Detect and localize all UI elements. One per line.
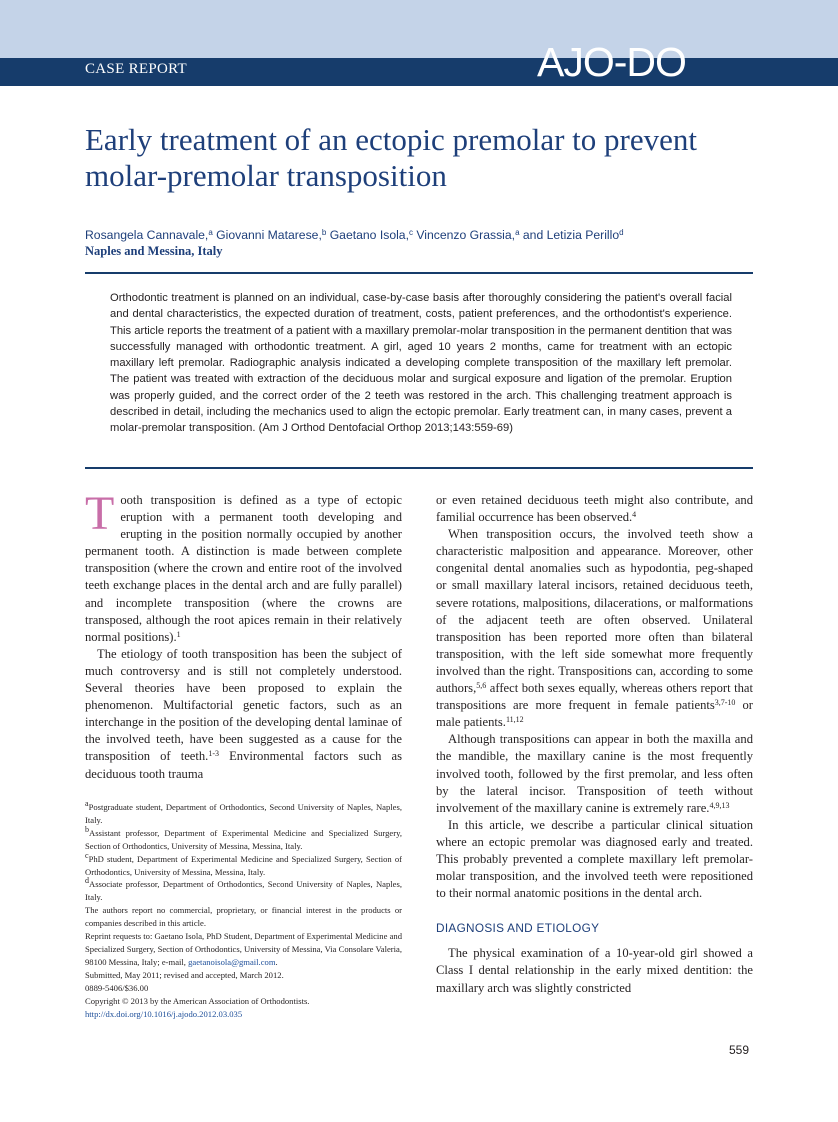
footnote-text: Associate professor, Department of Orthodontics, Second University of Naples, Naples, Italy.	[85, 879, 402, 903]
footnote	[85, 824, 402, 853]
header-divider	[85, 272, 753, 274]
issn: 0889-5406/$36.00	[85, 982, 149, 993]
footnote-mark: b	[85, 824, 89, 834]
author-affil-mark: d	[619, 228, 624, 237]
header-top-band	[0, 0, 838, 58]
author-name: Rosangela Cannavale,	[85, 228, 209, 242]
paragraph-text: affect both sexes equally, whereas others report that transpositions are more frequent in female patients	[436, 681, 753, 713]
email-link[interactable]: gaetanoisola@gmail.com	[188, 956, 276, 967]
paragraph	[85, 646, 402, 783]
reprint-text: .	[275, 956, 278, 967]
footnote	[85, 878, 402, 904]
footnotes	[85, 801, 402, 1020]
author-affil-mark: c	[408, 228, 413, 237]
paragraph-text: When transposition occurs, the involved teeth show a characteristic malposition and appearance. Moreover, other congenital dental anomalies such as hypodontia, peg-shaped or small maxillary lateral incisors, retained deciduous teeth, severe rotations, malpositions, dilacerations, or malformations of the adjacent teeth are often observed. Unilateral transposition has been reported more often than bilateral transposition, with the left side somewhat more frequently involved than the right. Transpositions can, according to some authors,	[436, 527, 753, 696]
reprint-text: Reprint requests to: Gaetano Isola, PhD Student, Department of Experimental Medicine and Specialized Surgery, Section of Orthodontics, University of Messina, Via Consolare Valeria, 98100 Messina, Italy; e-mail,	[85, 931, 402, 967]
paragraph	[436, 731, 753, 816]
reprint-requests	[85, 930, 402, 969]
author-list	[85, 227, 775, 243]
footnote	[85, 850, 402, 879]
paragraph: The physical examination of a 10-year-old girl showed a Class I dental relationship in the early mixed dentition: the maxillary arch was slightly constricted	[436, 946, 753, 995]
doi-link[interactable]: http://dx.doi.org/10.1016/j.ajodo.2012.03.035	[85, 1008, 243, 1019]
copyright: Copyright © 2013 by the American Association of Orthodontists.	[85, 995, 310, 1006]
section-heading: DIAGNOSIS AND ETIOLOGY	[436, 921, 600, 936]
citation-ref: 4	[632, 510, 637, 520]
author-affil-mark: a	[208, 228, 213, 237]
page-number: 559	[729, 1043, 750, 1057]
abstract: Orthodontic treatment is planned on an individual, case-by-case basis after thoroughly considering the patient's overall facial and dental characteristics, the expected duration of treatment, costs, patient preferences, and the orthodontist's experience. This article reports the treatment of a patient with a maxillary premolar-molar transposition in the permanent dentition that was successfully managed with orthodontic treatment. A girl, aged 10 years 2 months, came for treatment with an ectopic maxillary left premolar. Radiographic analysis indicated a developing complete transposition of the maxillary left premolar. The patient was treated with extraction of the deciduous molar and surgical exposure and ligation of the premolar. Eruption was properly guided, and the correct order of the 2 teeth was restored in the arch. This challenging treatment approach is described in detail, including the mechanics used to align the ectopic premolar. Early treatment can, in many cases, prevent a molar-premolar transposition. (Am J Orthod Dentofacial Orthop 2013;143:559-69)	[110, 292, 732, 435]
author-affil-mark: b	[321, 228, 327, 237]
submitted-date: Submitted, May 2011; revised and accepted, March 2012.	[85, 969, 284, 980]
paragraph-text: ooth transposition is defined as a type of ectopic eruption with a permanent tooth developing and erupting in the position normally occupied by another permanent tooth. A distinction is made between complete transposition (where the crown and entire root of the involved teeth exchange places in the dental arch and are fully parallel) and incomplete transposition (where the crowns are transposed, although the root apices remain in their relatively normal positions).	[85, 493, 402, 644]
paragraph-text: The etiology of tooth transposition has been the subject of much controversy and is still not completely understood. Several theories have been proposed to explain the phenomenon. Multifactorial genetic factors, such as an interchange in the position of the developing dental laminae of the involved teeth, have been suggested as a cause for the transposition of teeth.	[85, 646, 402, 764]
paragraph: In this article, we describe a particular clinical situation where an ectopic premolar was diagnosed early and treated. This probably prevented a complete maxillary left premolar-molar transposition, and the involved teeth were repositioned to their normal anatomic positions in the dental arch.	[436, 817, 753, 901]
footnote-text: Assistant professor, Department of Experimental Medicine and Specialized Surgery, Section of Orthodontics, University of Messina, Messina, Italy.	[85, 827, 402, 851]
paragraph-text: Although transpositions can appear in both the maxilla and the mandible, the maxillary canine is the most frequently involved tooth, followed by the first premolar, and less often by the lateral incisor. Transposition of teeth without involvement of the maxillary canine is extremely rare.	[436, 732, 753, 815]
author-name: Gaetano Isola,	[329, 228, 409, 242]
abstract-divider	[85, 467, 753, 469]
author-name: Vincenzo Grassia,	[416, 228, 516, 242]
citation-ref: 1	[176, 629, 181, 639]
citation-ref: 11,12	[505, 715, 524, 725]
author-name: Giovanni Matarese,	[216, 228, 322, 242]
disclosure: The authors report no commercial, proprietary, or financial interest in the products or companies described in this article.	[85, 905, 402, 929]
footnote-mark: c	[85, 850, 89, 860]
body-column-left	[85, 487, 402, 783]
citation-ref: 5,6	[476, 681, 487, 691]
journal-logo: AJO-DO	[537, 39, 686, 85]
body-column-right	[436, 492, 753, 997]
article-title: Early treatment of an ectopic premolar to prevent molar-premolar transposition	[85, 122, 697, 193]
footnote-mark: a	[85, 799, 89, 808]
paragraph	[436, 492, 753, 526]
paragraph-text: Environmental factors such as deciduous tooth trauma	[85, 749, 402, 781]
paragraph	[436, 526, 753, 731]
footnote	[85, 801, 402, 827]
paragraph-text: or male patients.	[436, 698, 753, 730]
drop-cap: T	[85, 487, 115, 540]
paragraph	[85, 487, 402, 646]
author-name: and Letizia Perillo	[522, 228, 620, 242]
footnote-text: Postgraduate student, Department of Orthodontics, Second University of Naples, Naples, Italy.	[85, 802, 402, 825]
footnote-text: PhD student, Department of Experimental Medicine and Specialized Surgery, Section of Orthodontics, University of Messina, Messina, Italy.	[85, 853, 402, 877]
citation-ref: 4,9,13	[709, 800, 730, 810]
footnote-mark: d	[85, 876, 89, 886]
author-affiliation: Naples and Messina, Italy	[85, 244, 223, 258]
citation-ref: 1-3	[208, 749, 219, 759]
paragraph-text: or even retained deciduous teeth might also contribute, and familial occurrence has been observed.	[436, 493, 753, 525]
section-label: CASE REPORT	[85, 61, 188, 77]
citation-ref: 3,7-10	[714, 698, 736, 708]
author-affil-mark: a	[515, 228, 520, 237]
